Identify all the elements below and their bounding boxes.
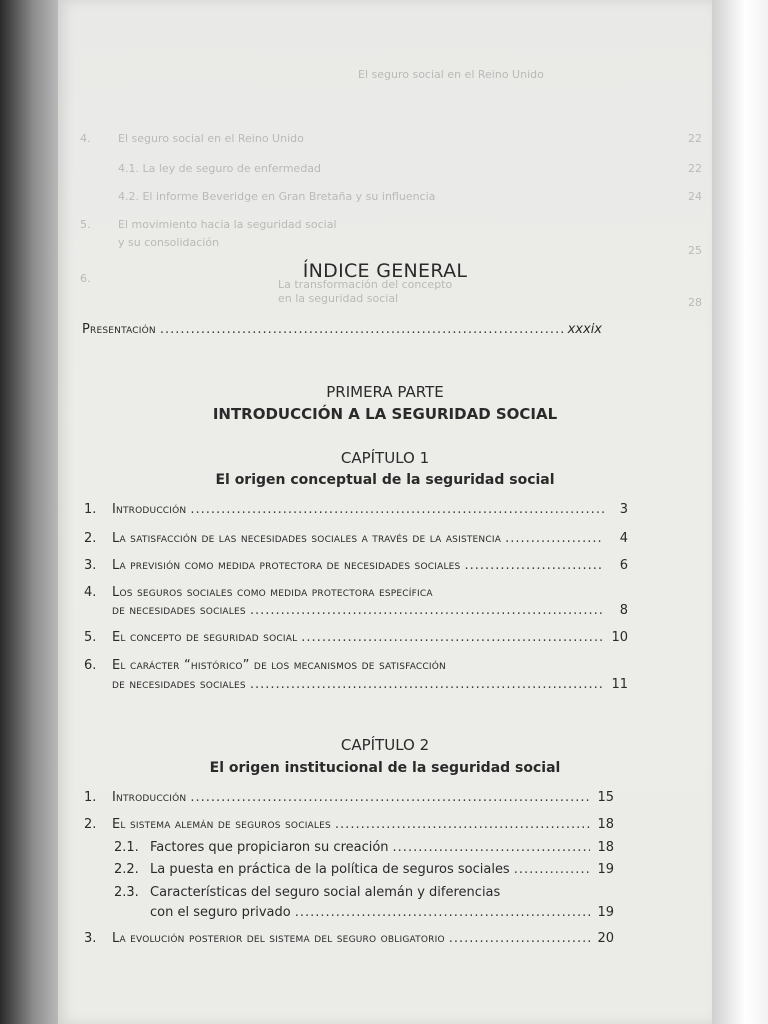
chapter-title: El origen institucional de la seguridad social: [209, 760, 561, 776]
toc-subentry-line: 2.3. Características del seguro social alemán y diferencias: [114, 885, 501, 900]
bleed-text: La transformación del concepto: [278, 278, 453, 291]
dot-leader: [464, 558, 604, 573]
toc-subentry: con el seguro privado ..... 19: [150, 905, 614, 920]
toc-entry: 2. El sistema alemán de seguros sociales ..... 18: [84, 817, 614, 832]
toc-subentry: 2.2. La puesta en práctica de la política de seguros sociales ..... 19: [114, 862, 614, 877]
bleed-text: 6.: [80, 272, 91, 285]
dot-leader: [505, 531, 604, 546]
dot-leader: [514, 862, 590, 877]
bleed-text: en la seguridad social: [278, 292, 399, 305]
bleed-text: 22: [688, 162, 702, 175]
bleed-text: El seguro social en el Reino Unido: [118, 132, 304, 145]
dot-leader: [160, 322, 564, 337]
chapter-label: CAPÍTULO 1: [340, 449, 430, 467]
book-page: [58, 0, 712, 1024]
bleed-text: 24: [688, 190, 702, 203]
page-title: ÍNDICE GENERAL: [302, 260, 468, 282]
toc-subentry: 2.1. Factores que propiciaron su creación ..... 18: [114, 840, 614, 855]
page-number: xxxix: [567, 322, 602, 337]
dot-leader: [335, 817, 590, 832]
dot-leader: [190, 502, 604, 517]
bleed-text: y su consolidación: [118, 236, 220, 249]
dot-leader: [449, 931, 590, 946]
dot-leader: [250, 677, 604, 692]
toc-entry-line: 6. El carácter “histórico” de los mecanismos de satisfacción: [84, 658, 446, 673]
bleed-text: El movimiento hacia la seguridad social: [118, 218, 337, 231]
toc-entry: 1. Introducción ..... 3: [84, 502, 628, 517]
toc-entry: 3. La evolución posterior del sistema del seguro obligatorio ..... 20: [84, 931, 614, 946]
bleed-text: El seguro social en el Reino Unido: [358, 68, 544, 81]
part-label: PRIMERA PARTE: [326, 383, 444, 401]
entry-label: Presentación: [82, 322, 156, 337]
dot-leader: [295, 905, 590, 920]
chapter-label: CAPÍTULO 2: [340, 736, 430, 754]
bleed-text: 4.1. La ley de seguro de enfermedad: [118, 162, 322, 175]
part-title: INTRODUCCIÓN A LA SEGURIDAD SOCIAL: [212, 405, 558, 423]
toc-entry-line: 4. Los seguros sociales como medida protectora específica: [84, 585, 433, 600]
chapter-title: El origen conceptual de la seguridad social: [215, 472, 555, 488]
dot-leader: [301, 630, 604, 645]
book-spine-shadow: [0, 0, 60, 1024]
page-edge: [712, 0, 768, 1024]
toc-entry: 5. El concepto de seguridad social ..... 10: [84, 630, 628, 645]
toc-entry: 2. La satisfacción de las necesidades sociales a través de la asistencia ..... 4: [84, 531, 628, 546]
dot-leader: [250, 603, 604, 618]
bleed-text: 28: [688, 296, 702, 309]
toc-entry-presentation: [82, 322, 602, 337]
bleed-text: 4.2. El informe Beveridge en Gran Bretaña y su influencia: [118, 190, 436, 203]
bleed-text: 4.: [80, 132, 91, 145]
bleed-text: 22: [688, 132, 702, 145]
toc-entry: de necesidades sociales ..... 11: [112, 677, 628, 692]
dot-leader: [393, 840, 590, 855]
bleed-text: 25: [688, 244, 702, 257]
bleed-text: 5.: [80, 218, 91, 231]
toc-entry: de necesidades sociales ..... 8: [112, 603, 628, 618]
toc-entry: 3. La previsión como medida protectora de necesidades sociales ..... 6: [84, 558, 628, 573]
toc-entry: 1. Introducción ..... 15: [84, 790, 614, 805]
dot-leader: [190, 790, 590, 805]
